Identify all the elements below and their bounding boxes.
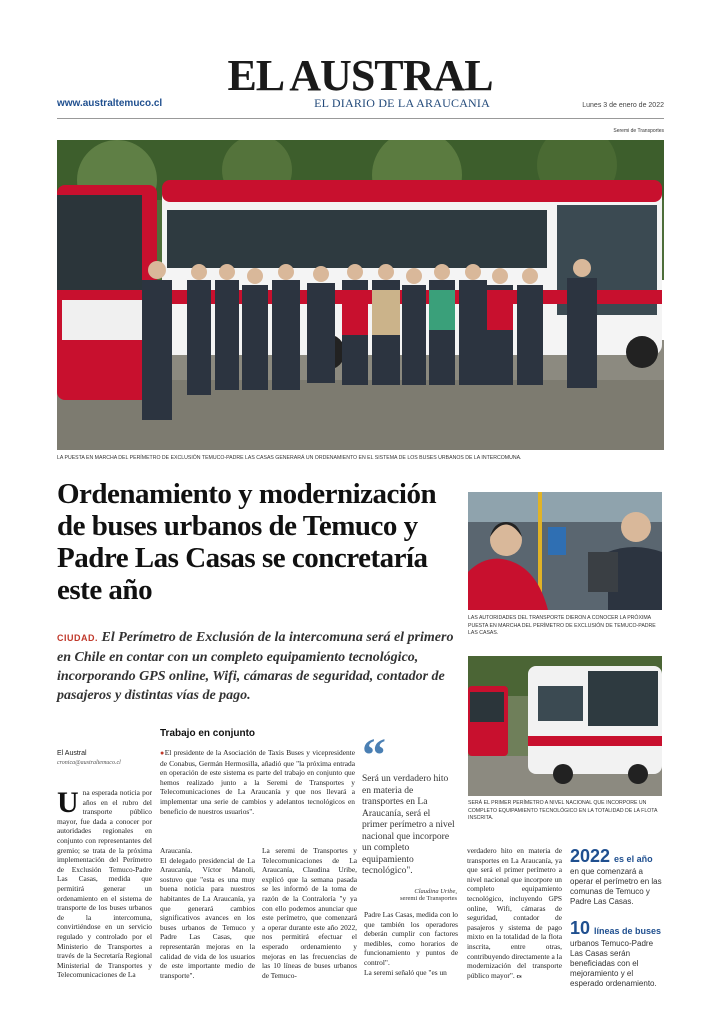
article-lead bbox=[57, 628, 462, 705]
side-photo-2 bbox=[468, 656, 662, 796]
pull-quote bbox=[362, 729, 457, 902]
lead-text: El Perímetro de Exclusión de la intercomuna será el primero en Chile en contar con un completo equipamiento tecnológico, incorporando GPS online, Wifi, cámaras de seguridad, contador de pasajeros y distintas vías de pago. bbox=[57, 630, 454, 703]
dropcap: U bbox=[57, 786, 79, 819]
author-name: El Austral bbox=[57, 750, 87, 757]
side-photo-1-caption: LAS AUTORIDADES DEL TRANSPORTE DIERON A CONOCER LA PRÓXIMA PUESTA EN MARCHA DEL PERÍMETRO DE EXCLUSIÓN DE TEMUCO-PADRE LAS CASAS. bbox=[468, 615, 656, 636]
pull-quote-text: Será un verdadero hito en materia de transportes en La Araucanía, será el primer perímetro a nivel nacional que incorpore un completo equipamiento tecnológico". bbox=[362, 774, 455, 876]
stat-box-lines bbox=[570, 918, 665, 989]
article-column-4: Padre Las Casas, medida con lo que también los operadores deberán cumplir con factores medibles, como horarios de funcionamiento y puntos de control". La seremi señaló que "es un bbox=[364, 910, 458, 977]
side-photo-2-caption: SERÁ EL PRIMER PERÍMETRO A NIVEL NACIONAL QUE INCORPORE UN COMPLETO EQUIPAMIENTO TECNOLÓGICO EN LA TOTALIDAD DE LA FLOTA INSCRITA. bbox=[468, 800, 658, 821]
masthead-title: EL AUSTRAL bbox=[227, 51, 493, 100]
side-photo-1 bbox=[468, 492, 662, 610]
issue-date: Lunes 3 de enero de 2022 bbox=[582, 102, 664, 109]
column-1-text: na esperada noticia por años en el rubro del transporte público mayor, fue dada a conocer por autoridades regionales en conjunto con representantes del gremio; se trata de la próxima implementación del Perímetro de Exclusión Temuco-Padre Las Casas, medida que permitirá generar un ordenamiento en el sistema de transporte de los buses urbanos de la intercomuna, convirtiéndose en un servicio regulado y controlado por el Ministerio de Transportes a través de la Secretaría Regional Ministerial de Transportes y Telecomunicaciones de La bbox=[57, 788, 152, 980]
article-column-2: Araucanía. El delegado presidencial de La Araucanía, Víctor Manoli, sostuvo que "esta es una muy buena noticia para nuestros habitantes de La Araucanía, ya que generará cambios significativos avances en los buses urbanos de Temuco y Padre Las Casas, que representarán mejoras en la calidad de vida de los usuarios de este importante medio de transporte". bbox=[160, 846, 255, 980]
article-column-1 bbox=[57, 788, 152, 980]
end-mark: cs bbox=[516, 973, 522, 980]
column-5-text: verdadero hito en materia de transportes en La Araucanía, ya que será el primer perímetro a nivel nacional que incorpore un completo equipamiento tecnológico, incluyendo GPS online, Wifi, cámaras de seguridad, contador de pasajeros y sistema de pago mixto en la totalidad de la flota inscrita, entre otras, contribuyendo directamente a la modernización del transporte público mayor". bbox=[467, 846, 563, 980]
article-headline: Ordenamiento y modernización de buses urbanos de Temuco y Padre Las Casas se concretaría este año bbox=[57, 478, 437, 606]
stat-year-label: es el año bbox=[614, 854, 653, 864]
subheading: Trabajo en conjunto bbox=[160, 728, 256, 739]
main-photo bbox=[57, 140, 664, 450]
article-column-5 bbox=[467, 846, 562, 982]
lead-kicker: CIUDAD. bbox=[57, 633, 98, 643]
column-2-top-text: El presidente de la Asociación de Taxis Buses y vicepresidente de Conabus, Germán Hermosilla, añadió que "la próxima entrada en operación de este sistema es parte del trabajo en conjunto que hemos realizado junto a la Seremi de Transportes y Telecomunicaciones de La Araucanía y que nos llevará a implementar una serie de cambios y adelantos tecnológicos en beneficio de nuestros usuarios". bbox=[160, 748, 355, 816]
stat-year-number: 2022 bbox=[570, 846, 611, 866]
stat-lines-label: líneas de buses bbox=[594, 926, 662, 936]
pull-quote-role: seremi de Transportes bbox=[399, 894, 457, 902]
author-email[interactable]: cronica@australtemuco.cl bbox=[57, 760, 121, 766]
stat-lines-desc: urbanos Temuco-Padre Las Casas serán beneficiadas con el mejoramiento y el esperado ordenamiento. bbox=[570, 939, 657, 988]
header-divider bbox=[57, 118, 664, 119]
quote-icon: “ bbox=[362, 729, 386, 782]
article-column-2-top bbox=[160, 748, 355, 816]
website-url[interactable]: www.australtemuco.cl bbox=[57, 98, 163, 109]
stat-year-desc: en que comenzará a operar el perímetro en las comunas de Temuco y Padre Las Casas. bbox=[570, 867, 662, 906]
bullet-icon: ● bbox=[160, 749, 165, 757]
stat-lines-number: 10 bbox=[570, 918, 591, 938]
article-column-3: La seremi de Transportes y Telecomunicaciones de La Araucanía, Claudina Uribe, explicó que la semana pasada se les informó de la toma de razón de la Contraloría "y ya con ello podemos anunciar que este perímetro, que comenzará a operar durante este año 2022, nos permitirá efectuar el esperado ordenamiento y mejoras en las frecuencias de las 10 líneas de buses urbanos de Temuco- bbox=[262, 846, 357, 980]
pull-quote-author: Claudina Uribe, bbox=[414, 887, 457, 895]
section-label: Seremi de Transportes bbox=[613, 128, 664, 134]
stat-box-year bbox=[570, 846, 665, 907]
main-photo-caption: LA PUESTA EN MARCHA DEL PERÍMETRO DE EXCLUSIÓN TEMUCO-PADRE LAS CASAS GENERARÁ UN ORDENAMIENTO EN EL SISTEMA DE LOS BUSES URBANOS DE LA INTERCOMUNA. bbox=[57, 455, 522, 461]
masthead-subtitle: EL DIARIO DE LA ARAUCANIA bbox=[314, 96, 490, 110]
